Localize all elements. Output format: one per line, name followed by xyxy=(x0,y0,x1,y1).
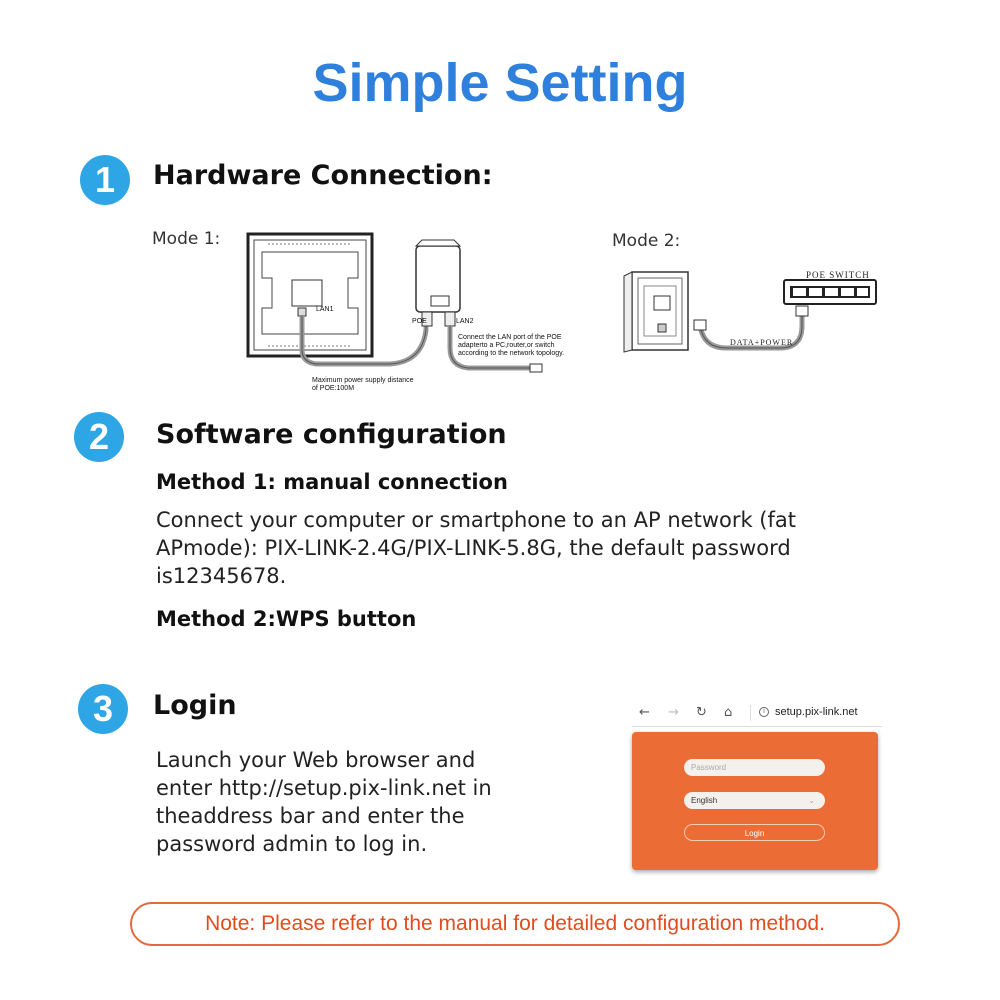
step-2-heading: Software configuration xyxy=(156,419,507,450)
step-1-badge: 1 xyxy=(80,155,130,205)
step-3-heading: Login xyxy=(153,690,237,721)
step-1-heading: Hardware Connection: xyxy=(153,160,493,191)
step-2-badge: 2 xyxy=(74,412,124,462)
mode-2-label: Mode 2: xyxy=(612,231,681,251)
login-panel xyxy=(632,732,878,870)
forward-arrow-icon[interactable]: → xyxy=(668,705,679,720)
password-input[interactable]: Password xyxy=(684,759,825,776)
reload-icon[interactable]: ↻ xyxy=(696,705,707,720)
lan2-port-label: LAN2 xyxy=(456,318,474,325)
connect-note: Connect the LAN port of the POE adapterto a PC,router,or switch according to the network topology. xyxy=(458,334,565,357)
language-select[interactable] xyxy=(684,792,825,809)
distance-note: Maximum power supply distance of POE:100M xyxy=(312,377,414,392)
info-icon: i xyxy=(759,707,769,717)
mode-1-label: Mode 1: xyxy=(152,229,221,249)
browser-address-bar xyxy=(632,700,882,727)
login-description: Launch your Web browser and enter http://setup.pix-link.net in theaddress bar and enter the password admin to log in. xyxy=(156,748,492,856)
method-1-title: Method 1: manual connection xyxy=(156,470,508,494)
mode-1-diagram xyxy=(240,230,580,400)
note-banner: Note: Please refer to the manual for detailed configuration method. xyxy=(130,902,900,946)
url-text: setup.pix-link.net xyxy=(775,706,858,718)
home-icon[interactable]: ⌂ xyxy=(724,705,733,720)
chevron-down-icon: ⌄ xyxy=(808,796,815,805)
login-button[interactable]: Login xyxy=(684,824,825,841)
url-field[interactable] xyxy=(750,705,951,721)
method-2-title: Method 2:WPS button xyxy=(156,607,417,631)
data-power-label: DATA+POWER xyxy=(730,338,794,347)
poe-switch-label: POE SWITCH xyxy=(806,270,870,280)
step-3-badge: 3 xyxy=(78,684,128,734)
lan1-label: LAN1 xyxy=(316,306,334,313)
poe-port-label: POE xyxy=(412,318,427,325)
method-1-description: Connect your computer or smartphone to an AP network (fat APmode): PIX-LINK-2.4G/PIX-LINK-5.8G, the default password is12345678. xyxy=(156,508,796,588)
language-value: English xyxy=(691,796,718,805)
back-arrow-icon[interactable]: ← xyxy=(639,705,650,720)
wall-ap-3d xyxy=(632,272,688,350)
page-title: Simple Setting xyxy=(312,53,688,113)
